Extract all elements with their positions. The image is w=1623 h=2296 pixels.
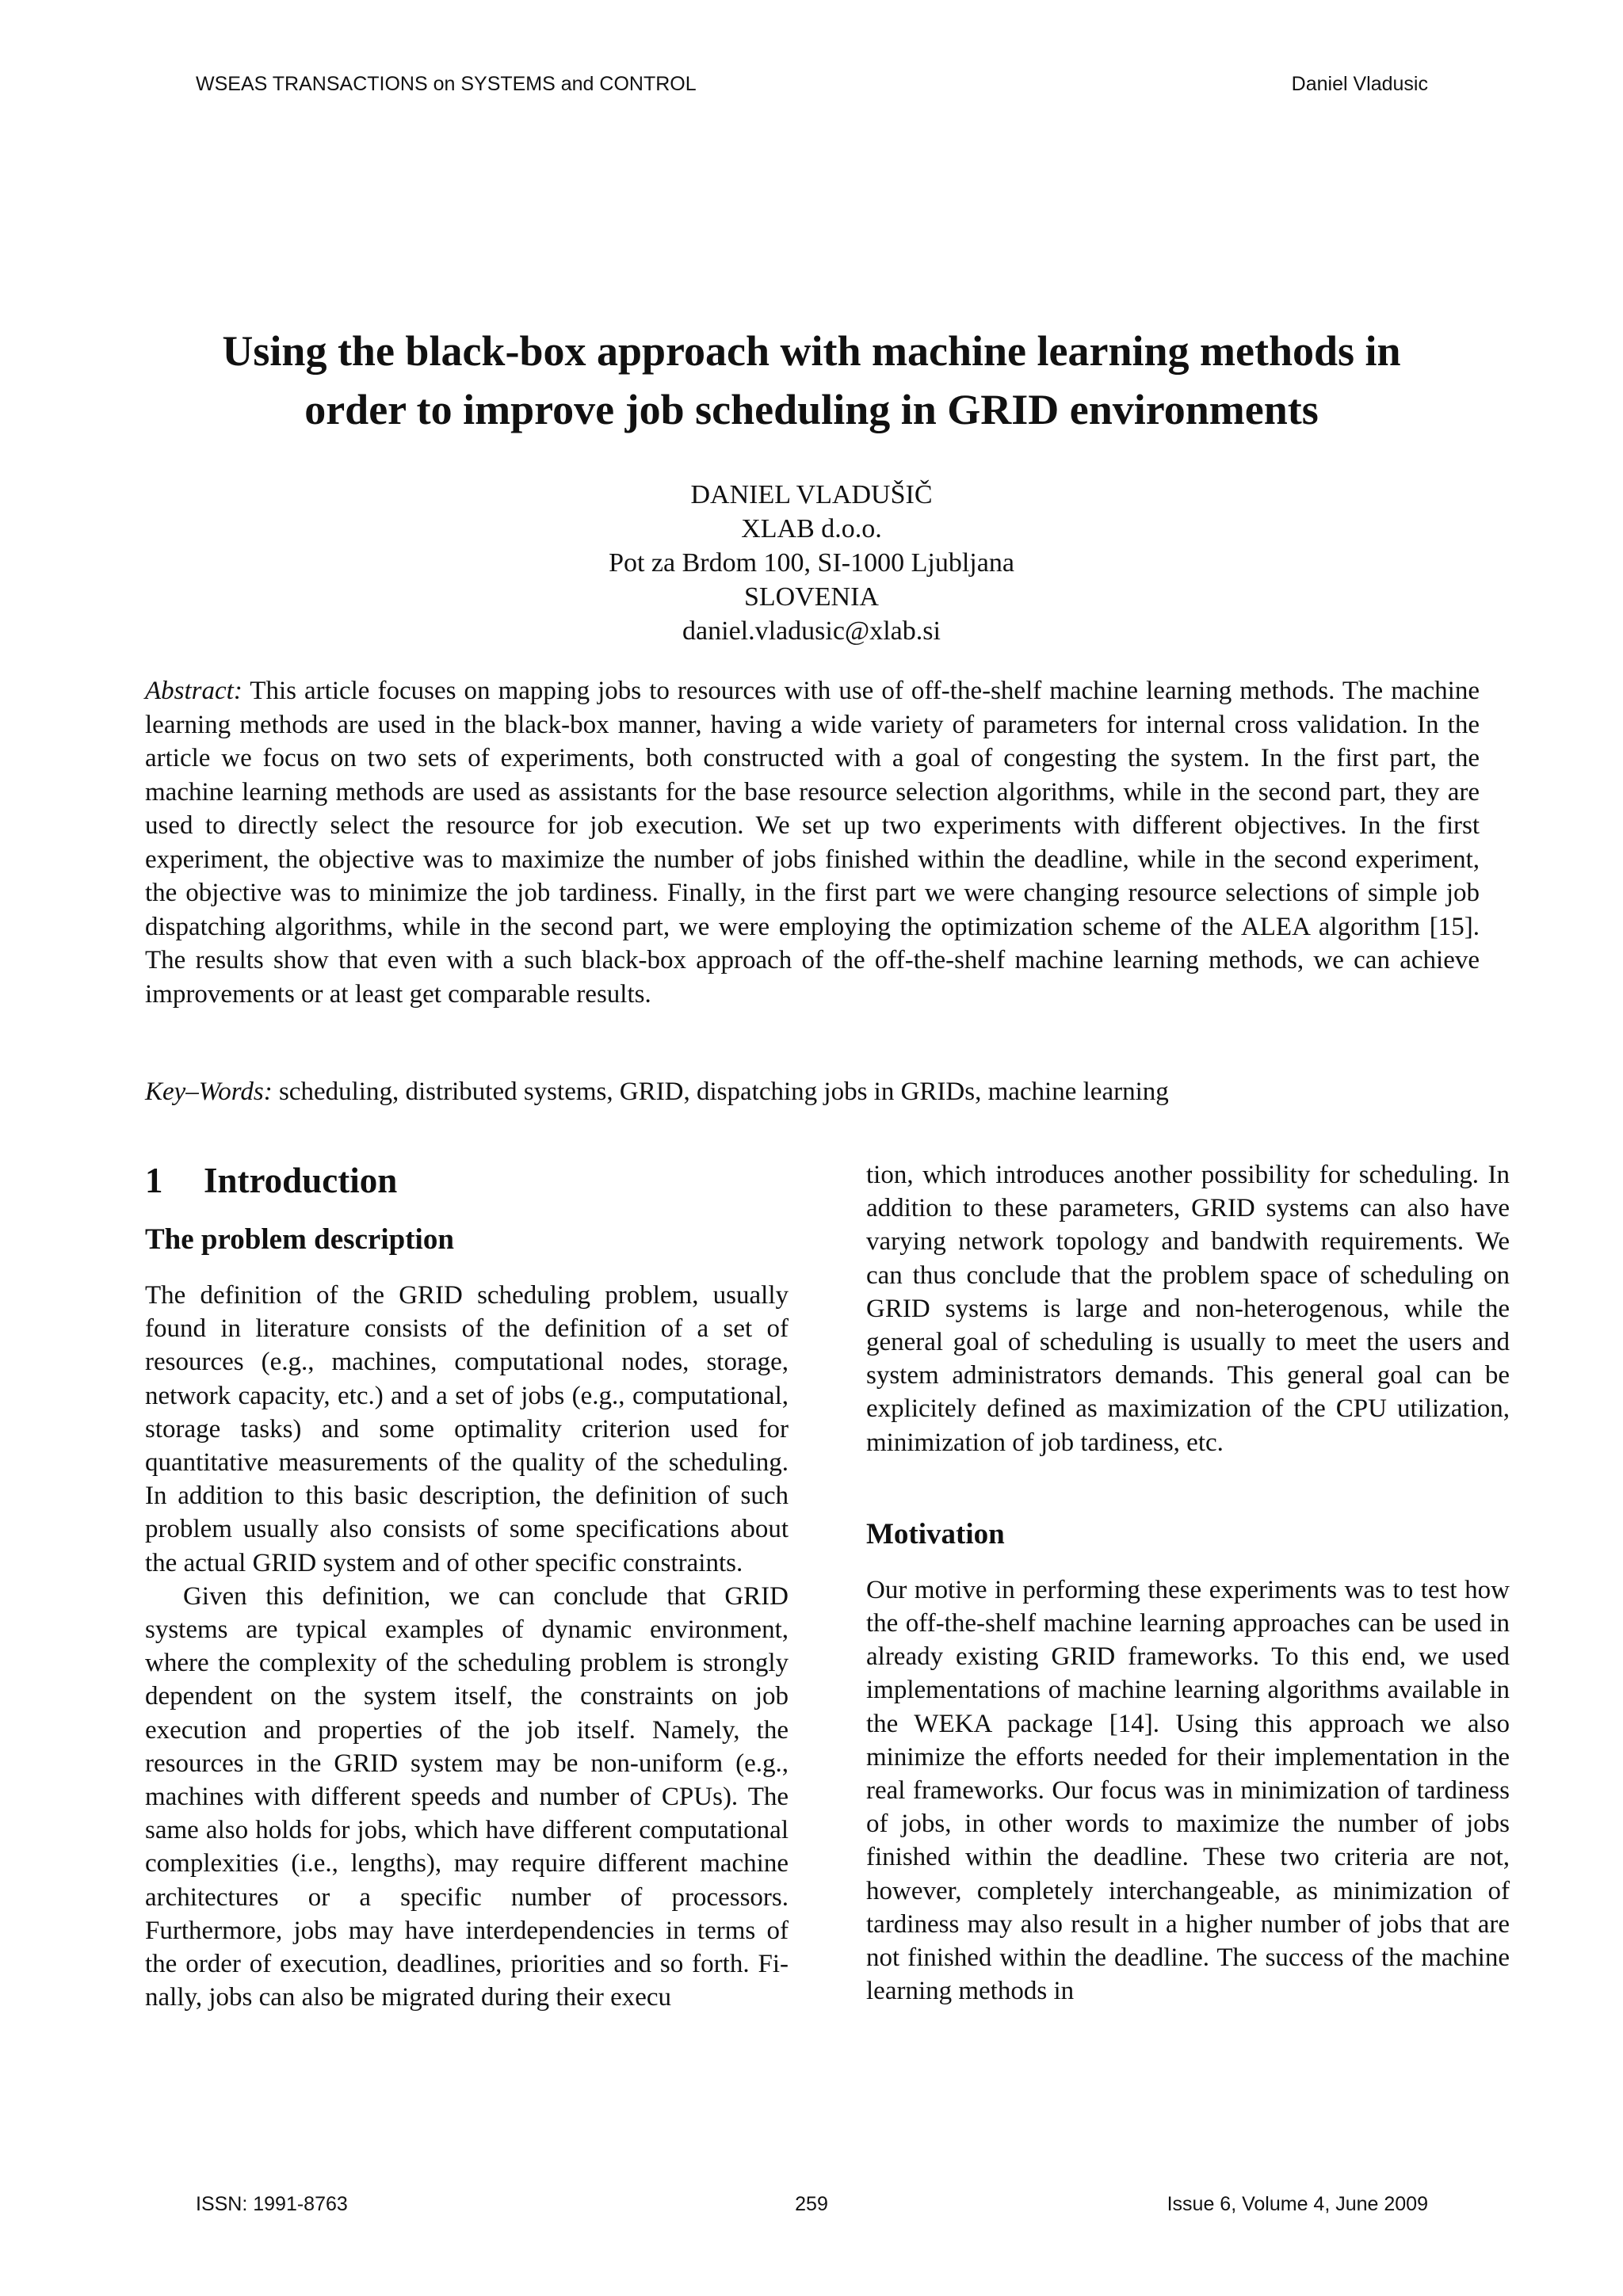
author-affiliation: XLAB d.o.o. bbox=[741, 514, 882, 543]
section-title-text: Introduction bbox=[204, 1161, 398, 1200]
author-block bbox=[119, 478, 1504, 648]
paper-title bbox=[119, 322, 1504, 439]
author-address: Pot za Brdom 100, SI-1000 Ljubljana bbox=[609, 548, 1014, 578]
page-number: 259 bbox=[795, 2193, 828, 2215]
subsection-heading-problem: The problem description bbox=[145, 1223, 454, 1256]
spacer bbox=[866, 1459, 1510, 1516]
abstract-text: This article focuses on mapping jobs to resources with use of off-the-shelf machine learning methods. The machine learning methods are used in the black-box manner, having a wide variety of parameters for internal cross validation. In the article we focus on two sets of experiments, both constructed with a goal of congesting the system. In the first part, the machine learning methods are used as assistants for the base resource selection algorithms, while in the second part, they are used to directly select the resource for job execution. We set up two experiments with different objectives. In the first experiment, the objective was to maximize the number of jobs finished within the deadline, while in the second experiment, the objective was to minimize the job tardiness. Finally, in the first part we were changing resource selections of simple job dispatching algorithms, while in the second part, we were employing the optimization scheme of the ALEA algorithm [15]. The results show that even with a such black-box approach of the off-the-shelf machine learning methods, we can achieve improvements or at least get comparable results. bbox=[145, 677, 1480, 1009]
title-line-1: Using the black-box approach with machine learning methods in bbox=[222, 327, 1401, 375]
left-column bbox=[145, 1158, 789, 2014]
section-heading-introduction bbox=[145, 1158, 789, 1203]
paragraph-problem-2: Given this definition, we can conclude that GRID systems are typical examples of dynamic environment, where the complexity of the scheduling problem is strongly dependent on the system itself, the constraints on job execution and properties of the job itself. Namely, the resources in the GRID system may be non-uniform (e.g., machines with different speeds and number of CPUs). The same also holds for jobs, which have different computational complexities (i.e., lengths), may require different machine architectures or a specific number of processors. Furthermore, jobs may have interdependencies in terms of the order of execution, deadlines, priorities and so forth. Finally, jobs can also be migrated during their execu bbox=[145, 1581, 789, 2012]
subsection-heading-motivation: Motivation bbox=[866, 1517, 1005, 1550]
abstract-label: Abstract: bbox=[145, 677, 242, 705]
keywords-text: scheduling, distributed systems, GRID, dispatching jobs in GRIDs, machine learning bbox=[272, 1077, 1169, 1106]
author-country: SLOVENIA bbox=[744, 582, 879, 612]
paragraph-motivation-1: Our motive in performing these experiments was to test how the off-the-shelf machine learning approaches can be used in already existing GRID frameworks. To this end, we used implementations of machine learning algorithms available in the WEKA package [14]. Using this approach we also minimize the efforts needed for their implementation in the real frameworks. Our focus was in minimization of tardiness of jobs, in other words to maximize the number of jobs finished within the deadline. These two criteria are not, however, completely interchangeable, as minimization of tardiness may also result in a higher number of jobs that are not finished within the deadline. The success of the machine learning methods in bbox=[866, 1575, 1510, 2006]
right-column bbox=[866, 1158, 1510, 2008]
author-email: daniel.vladusic@xlab.si bbox=[682, 616, 941, 646]
header-author: Daniel Vladusic bbox=[1291, 73, 1428, 95]
issue-info: Issue 6, Volume 4, June 2009 bbox=[1167, 2193, 1428, 2215]
keywords bbox=[145, 1075, 1480, 1108]
title-line-2: order to improve job scheduling in GRID environments bbox=[304, 386, 1319, 433]
section-number: 1 bbox=[145, 1161, 163, 1200]
journal-name: WSEAS TRANSACTIONS on SYSTEMS and CONTROL bbox=[196, 73, 697, 95]
paragraph-problem-1: The definition of the GRID scheduling problem, usually found in literature consists of the definition of a set of resources (e.g., machines, computational nodes, storage, network capacity, etc.) and a set of jobs (e.g., computational, storage tasks) and some optimality criterion used for quantitative measurements of the quality of the scheduling. In addition to this basic description, the definition of such problem usually also consists of some specifications about the actual GRID system and of other specific constraints. bbox=[145, 1281, 789, 1577]
paragraph-problem-3: tion, which introduces another possibility for scheduling. In addition to these parameters, GRID systems can also have varying network topology and bandwith requirements. We can thus conclude that the problem space of scheduling on GRID systems is large and non-heterogenous, while the general goal of scheduling is usually to meet the users and system administrators demands. This general goal can be explicitely defined as maximization of the CPU utilization, minimization of job tardiness, etc. bbox=[866, 1161, 1510, 1457]
author-name: DANIEL VLADUŠIČ bbox=[690, 480, 933, 509]
issn: ISSN: 1991-8763 bbox=[196, 2193, 348, 2215]
abstract bbox=[145, 674, 1480, 1011]
keywords-label: Key–Words: bbox=[145, 1077, 273, 1106]
